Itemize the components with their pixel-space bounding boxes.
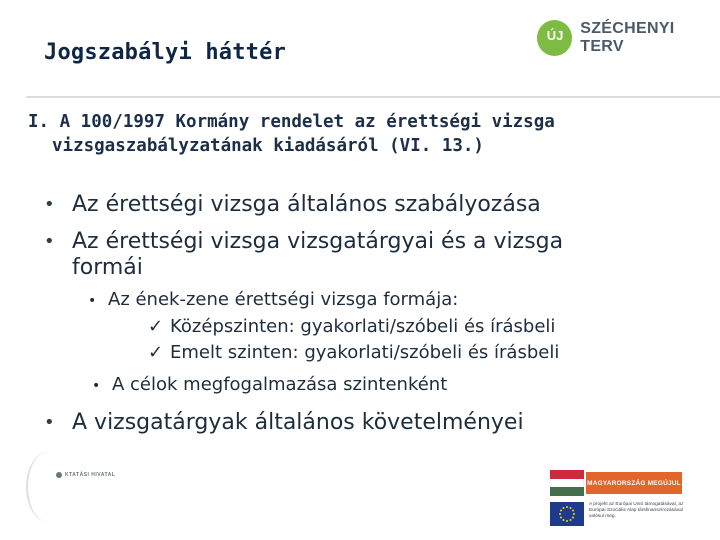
- list-item-text: Az érettségi vizsga általános szabályozása: [72, 192, 541, 217]
- eu-star-icon: [563, 519, 565, 521]
- list-item-text: A vizsgatárgyak általános követelményei: [72, 410, 524, 435]
- bullet-dot-icon: •: [44, 231, 55, 252]
- sub-list-item-text: A célok megfogalmazása szintenként: [112, 374, 448, 395]
- eu-star-icon: [563, 507, 565, 509]
- sub-list-item-text: Az ének-zene érettségi vizsga formája:: [108, 289, 459, 310]
- check-item-text: Emelt szinten: gyakorlati/szóbeli és írásbeli: [170, 342, 560, 363]
- heading-line-1: I. A 100/1997 Kormány rendelet az érettségi vizsga: [28, 112, 555, 132]
- section-heading: [28, 110, 668, 158]
- bullet-dot-icon: •: [44, 412, 55, 433]
- eu-star-icon: [566, 520, 568, 522]
- sub-list-item: [88, 289, 458, 312]
- logo-arc: [26, 452, 70, 522]
- bullet-dot-icon: •: [88, 293, 97, 309]
- eu-funding-text: A projekt az Európai Unió támogatásával, az Európai Szociális Alap társfinanszírozásával valósul meg.: [589, 502, 684, 519]
- eu-star-icon: [560, 517, 562, 519]
- check-item: [148, 316, 555, 338]
- page-title: Jogszabályi háttér: [44, 40, 287, 65]
- list-item-text: formái: [72, 255, 143, 280]
- eu-star-icon: [572, 517, 574, 519]
- check-item-text: Középszinten: gyakorlati/szóbeli és írásbeli: [170, 316, 556, 337]
- eu-star-icon: [560, 510, 562, 512]
- office-text: KTATÁSI HIVATAL: [65, 472, 116, 478]
- logo-text: SZÉCHENYI TERV: [580, 20, 675, 55]
- header-divider: [26, 96, 720, 98]
- eu-star-icon: [570, 507, 572, 509]
- heading-line-2: vizsgaszabályzatának kiadásáról (VI. 13.): [52, 136, 484, 156]
- check-item: [148, 342, 559, 364]
- list-item-text: Az érettségi vizsga vizsgatárgyai és a vizsga: [72, 229, 564, 254]
- eu-star-icon: [566, 506, 568, 508]
- szechenyi-terv-logo: [537, 18, 720, 58]
- magyarorszag-megujul-badge: MAGYARORSZÁG MEGÚJUL: [586, 472, 682, 494]
- eu-star-icon: [559, 513, 561, 515]
- checkmark-icon: ✓: [148, 316, 164, 337]
- hungarian-flag-icon: [550, 470, 584, 496]
- bullet-dot-icon: •: [44, 194, 55, 215]
- bullet-dot-icon: •: [92, 378, 101, 394]
- eu-star-icon: [573, 513, 575, 515]
- sub-list-item: [92, 374, 447, 397]
- checkmark-icon: ✓: [148, 342, 164, 363]
- eu-flag-icon: [550, 502, 584, 526]
- uj-circle-icon: ÚJ: [537, 20, 572, 56]
- eu-star-icon: [572, 510, 574, 512]
- oktatasi-hivatal-logo: [38, 472, 115, 478]
- eu-star-icon: [570, 519, 572, 521]
